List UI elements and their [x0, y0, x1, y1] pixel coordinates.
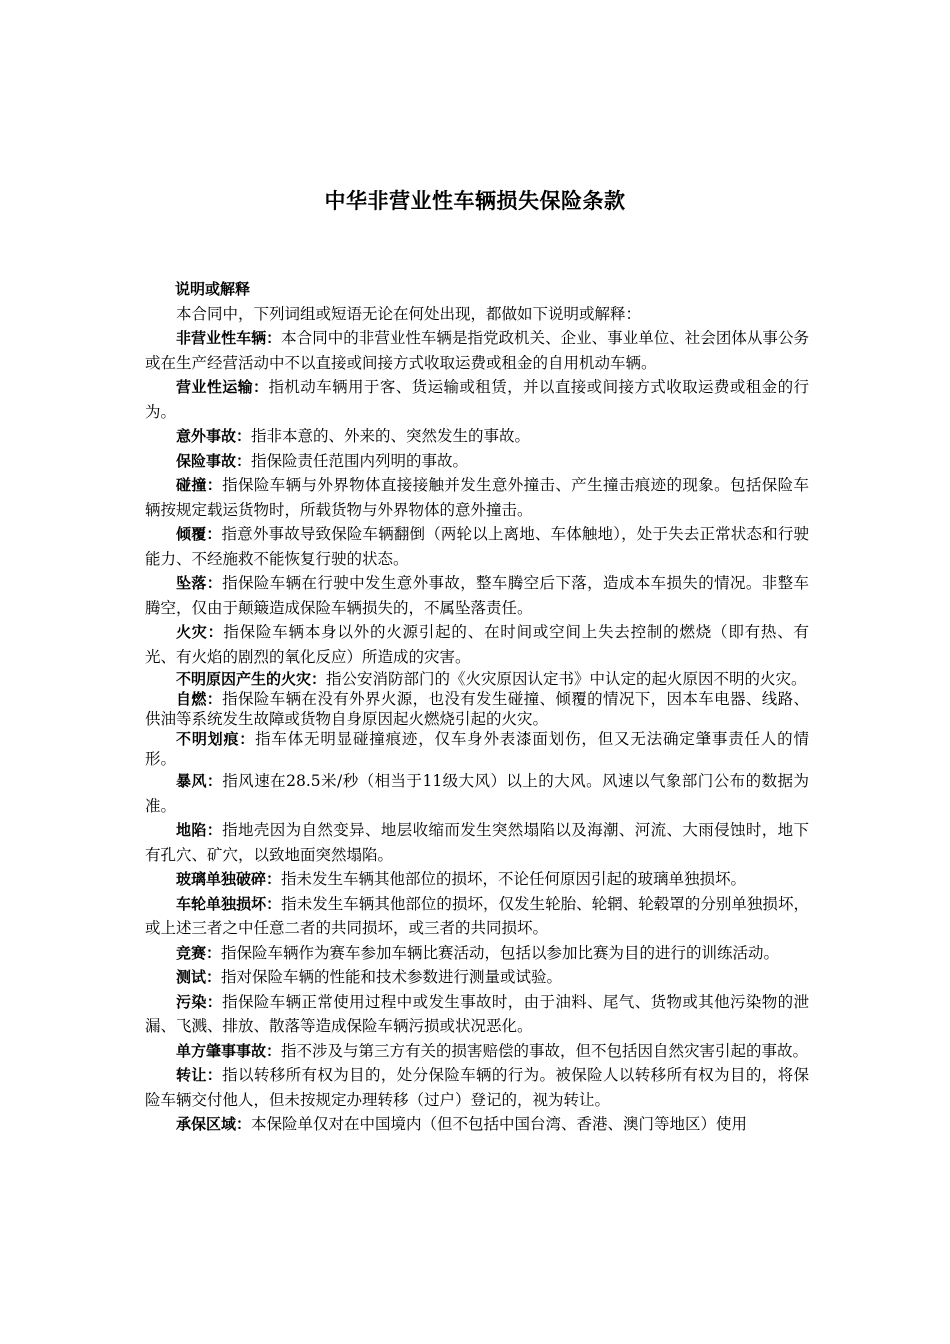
definition-term: 自燃：	[176, 690, 223, 708]
definition-text: 指公安消防部门的《火灾原因认定书》中认定的起火原因不明的火灾。	[326, 670, 807, 688]
definition-racing	[145, 941, 809, 966]
definition-text: 指保险车辆本身以外的火源引起的、在时间或空间上失去控制的燃烧（即有热、有光、有火焰的剧烈的氧化反应）所造成的灾害。	[145, 623, 809, 666]
definition-insured-accident	[145, 449, 809, 474]
definition-text: 本合同中的非营业性车辆是指党政机关、企业、事业单位、社会团体从事公务或在生产经营活动中不以直接或间接方式收取运费或租金的自用机动车辆。	[145, 329, 809, 372]
definition-term: 意外事故：	[176, 427, 252, 445]
definition-overturn	[145, 522, 809, 571]
definition-subsidence	[145, 818, 809, 867]
definition-text: 指以转移所有权为目的，处分保险车辆的行为。被保险人以转移所有权为目的，将保险车辆交付他人，但未按规定办理转移（过户）登记的，视为转让。	[145, 1066, 809, 1109]
definition-term: 不明划痕：	[176, 730, 256, 748]
definition-collision	[145, 473, 809, 522]
definition-term: 坠落：	[176, 574, 223, 592]
definition-term: 倾覆：	[176, 525, 222, 543]
document-body	[145, 277, 809, 1137]
section-heading: 说明或解释	[175, 280, 251, 298]
definition-term: 污染：	[176, 992, 223, 1011]
definition-term: 地陷：	[176, 821, 223, 839]
definition-term: 车轮单独损坏：	[176, 894, 282, 913]
definition-coverage-area	[145, 1112, 809, 1137]
definition-term: 火灾：	[176, 623, 224, 641]
definition-testing	[145, 965, 809, 990]
definition-text: 本保险单仅对在中国境内（但不包括中国台湾、香港、澳门等地区）使用	[251, 1115, 748, 1133]
definition-term: 碰撞：	[176, 476, 223, 494]
definition-text: 指保险车辆正常使用过程中或发生事故时，由于油料、尾气、货物或其他污染物的泄漏、飞溅、排放、散落等造成保险车辆污损或状况恶化。	[145, 992, 809, 1035]
definition-term: 测试：	[176, 968, 222, 986]
definition-text: 指对保险车辆的性能和技术参数进行测量或试验。	[221, 968, 563, 986]
definition-text: 指车体无明显碰撞痕迹，仅车身外表漆面划伤，但又无法确定肇事责任人的情形。	[145, 730, 809, 768]
definition-term: 营业性运输：	[176, 378, 269, 396]
definition-commercial-transport	[145, 375, 809, 424]
definition-term: 玻璃单独破碎：	[176, 870, 282, 888]
definition-fall	[145, 571, 809, 620]
definition-term: 暴风：	[176, 772, 223, 790]
definition-fire	[145, 620, 809, 669]
definition-unknown-scratch	[145, 729, 809, 769]
definition-text: 指保险责任范围内列明的事故。	[251, 451, 469, 470]
definition-non-commercial-vehicle	[145, 326, 809, 375]
definition-text: 指意外事故导致保险车辆翻倒（两轮以上离地、车体触地），处于失去正常状态和行驶能力、不经施救不能恢复行驶的状态。	[145, 525, 809, 568]
definition-term: 单方肇事事故：	[176, 1041, 282, 1060]
definition-text: 指保险车辆与外界物体直接接触并发生意外撞击、产生撞击痕迹的现象。包括保险车辆按规定载运货物时，所载货物与外界物体的意外撞击。	[145, 476, 809, 519]
intro-paragraph: 本合同中，下列词组或短语无论在何处出现，都做如下说明或解释：	[176, 304, 642, 323]
definition-accident	[145, 424, 809, 449]
definition-transfer	[145, 1063, 809, 1112]
definition-text: 指保险车辆在没有外界火源，也没有发生碰撞、倾覆的情况下，因本车电器、线路、供油等系统发生故障或货物自身原因起火燃烧引起的火灾。	[145, 690, 809, 728]
definition-term: 非营业性车辆：	[176, 329, 282, 347]
definition-text: 指非本意的、外来的、突然发生的事故。	[251, 427, 531, 445]
definition-unknown-fire	[145, 669, 809, 689]
definition-term: 竞赛：	[176, 943, 222, 962]
definition-storm	[145, 769, 809, 818]
document-title: 中华非营业性车辆损失保险条款	[324, 189, 626, 213]
definition-single-party-accident	[145, 1039, 809, 1064]
definition-text: 指未发生车辆其他部位的损坏，不论任何原因引起的玻璃单独损坏。	[281, 870, 747, 888]
definition-text: 指地壳因为自然变异、地层收缩而发生突然塌陷以及海潮、河流、大雨侵蚀时，地下有孔穴、矿穴，以致地面突然塌陷。	[145, 821, 809, 864]
definition-text: 指风速在28.5米/秒（相当于11级大风）以上的大风。风速以气象部门公布的数据为准。	[145, 772, 809, 815]
definition-wheel-damage	[145, 892, 809, 941]
definition-term: 不明原因产生的火灾：	[176, 670, 327, 688]
definition-text: 指未发生车辆其他部位的损坏，仅发生轮胎、轮辋、轮毂罩的分别单独损坏，或上述三者之中任意二者的共同损坏，或三者的共同损坏。	[145, 894, 809, 937]
definition-glass-breakage	[145, 867, 809, 892]
definition-text: 指保险车辆在行驶中发生意外事故，整车腾空后下落，造成本车损失的情况。非整车腾空，仅由于颠簸造成保险车辆损失的，不属坠落责任。	[145, 574, 809, 617]
definition-term: 承保区域：	[176, 1115, 252, 1133]
definition-text: 指机动车辆用于客、货运输或租赁，并以直接或间接方式收取运费或租金的行为。	[145, 378, 809, 421]
definition-text: 指保险车辆作为赛车参加车辆比赛活动，包括以参加比赛为目的进行的训练活动。	[221, 943, 780, 962]
definition-term: 保险事故：	[176, 451, 252, 470]
definition-spontaneous-combustion	[145, 689, 809, 729]
definition-text: 指不涉及与第三方有关的损害赔偿的事故，但不包括因自然灾害引起的事故。	[281, 1041, 809, 1060]
definition-pollution	[145, 990, 809, 1039]
definition-term: 转让：	[176, 1066, 223, 1084]
